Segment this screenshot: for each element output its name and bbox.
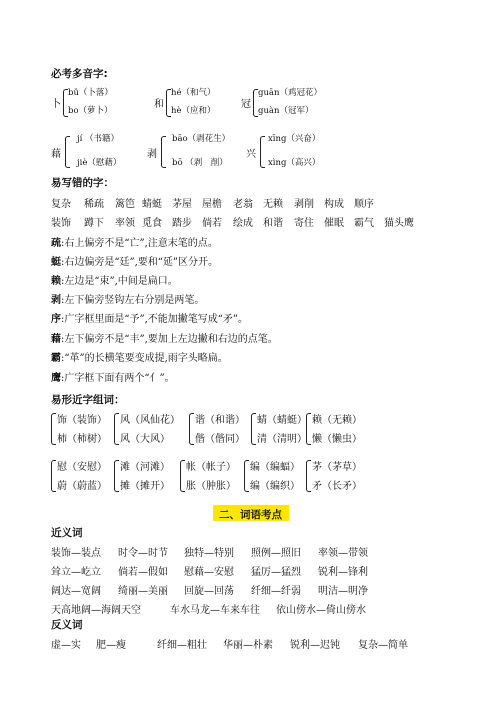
synonym-item: 回旋—回荡 <box>184 586 234 597</box>
brace <box>260 136 265 168</box>
typo-word: 踏步 <box>172 218 192 229</box>
note-key: 剥 <box>51 295 61 306</box>
synonym-item: 时令—时节 <box>118 548 168 559</box>
polyphone-char: 冠 <box>241 99 251 110</box>
polyphone-char: 卜 <box>51 99 61 110</box>
synonym-item: 倘若—假如 <box>118 567 168 578</box>
polyphone-char: 藉 <box>51 149 61 160</box>
synonym-item: 独特—特别 <box>184 548 234 559</box>
part2-title: 二、词语考点 <box>219 509 282 521</box>
typo-word: 顺序 <box>354 199 374 210</box>
antonym-item: 肥—瘦 <box>96 640 126 651</box>
typo-word: 屋檐 <box>202 199 222 210</box>
typo-word: 蜻蜓 <box>142 199 162 210</box>
typo-word: 蹲下 <box>84 218 104 229</box>
typo-word: 觅食 <box>142 218 162 229</box>
note-text: :右上偏旁不是“亡”,注意末笔的点。 <box>61 238 218 249</box>
typo-word: 茅屋 <box>172 199 192 210</box>
brace <box>65 136 70 168</box>
brace <box>161 136 166 168</box>
polyphone-reading: bāo（剥花生） <box>172 134 231 144</box>
polyphone-reading: guān（鸡冠花） <box>258 88 322 98</box>
note-key: 蜓 <box>51 257 61 268</box>
antonym-item: 复杂—简单 <box>358 640 408 651</box>
note-key: 赖 <box>51 276 61 287</box>
typo-word: 倘若 <box>202 218 222 229</box>
note-key: 序 <box>51 314 61 325</box>
note-text: :广字框下面有两个“亻”。 <box>61 373 175 384</box>
synonym-item: 慰藉—安慰 <box>184 567 234 578</box>
note-line <box>51 272 178 287</box>
note-line <box>51 349 228 364</box>
note-line <box>51 330 278 345</box>
polyphone-reading: hè（应和） <box>171 106 216 116</box>
polyphone-reading: xīng（兴奋） <box>268 134 321 144</box>
typo-word: 和谐 <box>263 218 283 229</box>
polyphone-reading: bō （剥 削） <box>172 158 228 168</box>
typo-word: 老翁 <box>233 199 253 210</box>
typo-section-title: 易写错的字： <box>51 177 114 189</box>
note-text: :广字框里面是“予”,不能加撇笔写成“矛”。 <box>61 314 248 325</box>
synonym-item: 绮丽—美丽 <box>118 586 168 597</box>
polyphone-char: 和 <box>154 99 164 110</box>
typo-word: 复杂 <box>51 199 71 210</box>
antonym-item: 锐利—迟钝 <box>290 640 340 651</box>
synonym-item: 耸立—屹立 <box>51 567 101 578</box>
note-key: 霸 <box>51 353 61 364</box>
typo-word: 率领 <box>115 218 135 229</box>
typo-word: 寄住 <box>294 218 314 229</box>
typo-word: 猫头鹰 <box>384 218 414 229</box>
synonym-item: 猛厉—猛烈 <box>251 567 301 578</box>
synonym-item: 明洁—明净 <box>318 586 368 597</box>
note-text: :右边偏旁是“廷”,要和“延”区分开。 <box>61 257 218 268</box>
synonym-title: 近义词 <box>51 527 83 539</box>
polyphone-char: 兴 <box>246 149 256 160</box>
typo-word: 无赖 <box>263 199 283 210</box>
polyphone-reading: hé（和气） <box>171 88 216 98</box>
typo-word: 篱笆 <box>115 199 135 210</box>
typo-word: 装饰 <box>51 218 71 229</box>
antonym-item: 华丽—朴素 <box>223 640 273 651</box>
polyphone-char: 剥 <box>147 149 157 160</box>
antonym-item: 纤细—粗壮 <box>157 640 207 651</box>
synonym-item: 纤细—纤弱 <box>251 586 301 597</box>
typo-word: 剥削 <box>294 199 314 210</box>
synonym-item: 天高地阔—海阔天空 <box>51 605 141 616</box>
note-text: :左边是“束”,中间是扁口。 <box>61 276 178 287</box>
typo-word: 催眠 <box>324 218 344 229</box>
note-text: :左下偏旁竖钩左右分别是两笔。 <box>61 295 205 306</box>
polyphone-reading: jiè（慰藉） <box>77 158 122 168</box>
typo-word: 绘成 <box>233 218 253 229</box>
typo-word: 构成 <box>324 199 344 210</box>
note-line <box>51 234 218 249</box>
note-text: :左下偏旁不是“丰”,要加上左边撇和右边的点笔。 <box>61 334 278 345</box>
synonym-item: 率领—带领 <box>318 548 368 559</box>
note-key: 鹰 <box>51 373 61 384</box>
note-line <box>51 310 248 325</box>
similar-section-title: 易形近字组词： <box>51 394 125 406</box>
note-text: :“革”的长横笔要变成提,雨字头略扁。 <box>61 353 228 364</box>
note-line <box>51 291 204 306</box>
synonym-item: 装饰—装点 <box>51 548 101 559</box>
synonym-item: 车水马龙—车来车往 <box>170 605 260 616</box>
antonym-item: 虚—实 <box>51 640 81 651</box>
typo-word: 稀疏 <box>84 199 104 210</box>
note-line <box>51 369 175 384</box>
synonym-item: 锐利—锋利 <box>318 567 368 578</box>
polyphone-reading: jí （书籍） <box>77 134 120 144</box>
antonym-title: 反义词 <box>51 619 83 631</box>
polyphone-reading: bo（萝卜） <box>68 106 113 116</box>
polyphone-reading: xìng（高兴） <box>268 158 321 168</box>
polyphone-reading: guàn（冠军） <box>258 106 314 116</box>
polyphone-reading: bǔ（卜落） <box>68 88 113 98</box>
synonym-item: 阔达—宽阔 <box>51 586 101 597</box>
polyphone-section-title: 必考多音字: <box>51 68 108 80</box>
synonym-item: 照例—照旧 <box>251 548 301 559</box>
note-key: 藉 <box>51 334 61 345</box>
synonym-item: 依山傍水—倚山傍水 <box>276 605 366 616</box>
note-key: 疏 <box>51 238 61 249</box>
note-line <box>51 253 218 268</box>
typo-word: 霸气 <box>354 218 374 229</box>
